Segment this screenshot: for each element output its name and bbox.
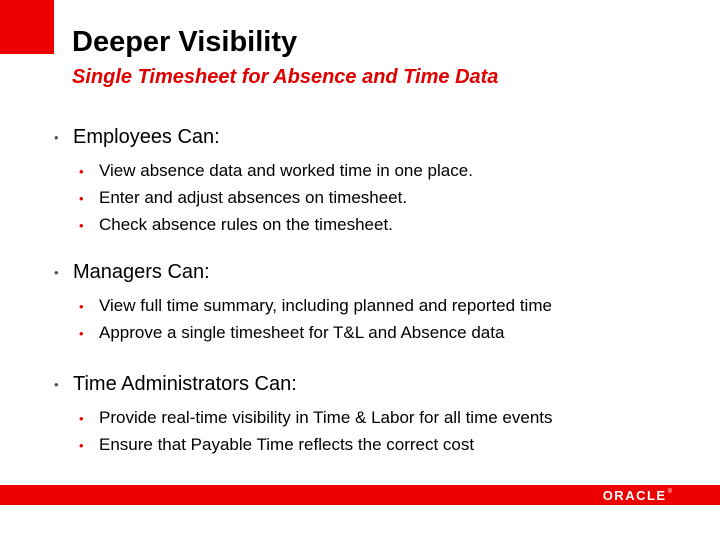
registered-mark: ® [667, 489, 672, 495]
slide-subtitle: Single Timesheet for Absence and Time Data [72, 66, 499, 88]
list-item-text: View absence data and worked time in one place. [99, 161, 473, 181]
bullet-icon: • [54, 264, 59, 280]
bullet-icon: • [79, 164, 84, 179]
list-item [79, 293, 694, 320]
section-heading: Employees Can: [73, 126, 220, 148]
bullet-icon: • [54, 376, 59, 392]
section-time-administrators [54, 371, 694, 459]
sub-bullet-list [54, 158, 694, 239]
sub-bullet-list [54, 405, 694, 459]
bullet-icon: • [79, 218, 84, 233]
section-heading-row [54, 124, 694, 150]
bullet-icon: • [54, 129, 59, 145]
list-item-text: Enter and adjust absences on timesheet. [99, 188, 408, 208]
list-item [79, 405, 694, 432]
corner-accent-block [0, 0, 54, 54]
list-item [79, 432, 694, 459]
oracle-logo [603, 487, 672, 503]
list-item [79, 185, 694, 212]
bullet-icon: • [79, 326, 84, 341]
logo-text: ORACLE [602, 487, 667, 503]
section-heading: Managers Can: [73, 261, 210, 283]
list-item-text: Provide real-time visibility in Time & Labor for all time events [99, 408, 553, 428]
bullet-icon: • [79, 191, 84, 206]
section-employees [54, 124, 694, 239]
sub-bullet-list [54, 293, 694, 347]
bullet-icon: • [79, 411, 84, 426]
list-item-text: Check absence rules on the timesheet. [99, 215, 393, 235]
section-heading-row [54, 259, 694, 285]
list-item [79, 212, 694, 239]
list-item-text: Approve a single timesheet for T&L and Absence data [99, 323, 505, 343]
section-managers [54, 259, 694, 347]
section-heading-row [54, 371, 694, 397]
list-item [79, 158, 694, 185]
list-item [79, 320, 694, 347]
bullet-icon: • [79, 299, 84, 314]
slide-title: Deeper Visibility [72, 26, 298, 58]
bullet-icon: • [79, 438, 84, 453]
section-heading: Time Administrators Can: [73, 373, 297, 395]
list-item-text: View full time summary, including planned and reported time [99, 296, 552, 316]
list-item-text: Ensure that Payable Time reflects the correct cost [99, 435, 475, 455]
